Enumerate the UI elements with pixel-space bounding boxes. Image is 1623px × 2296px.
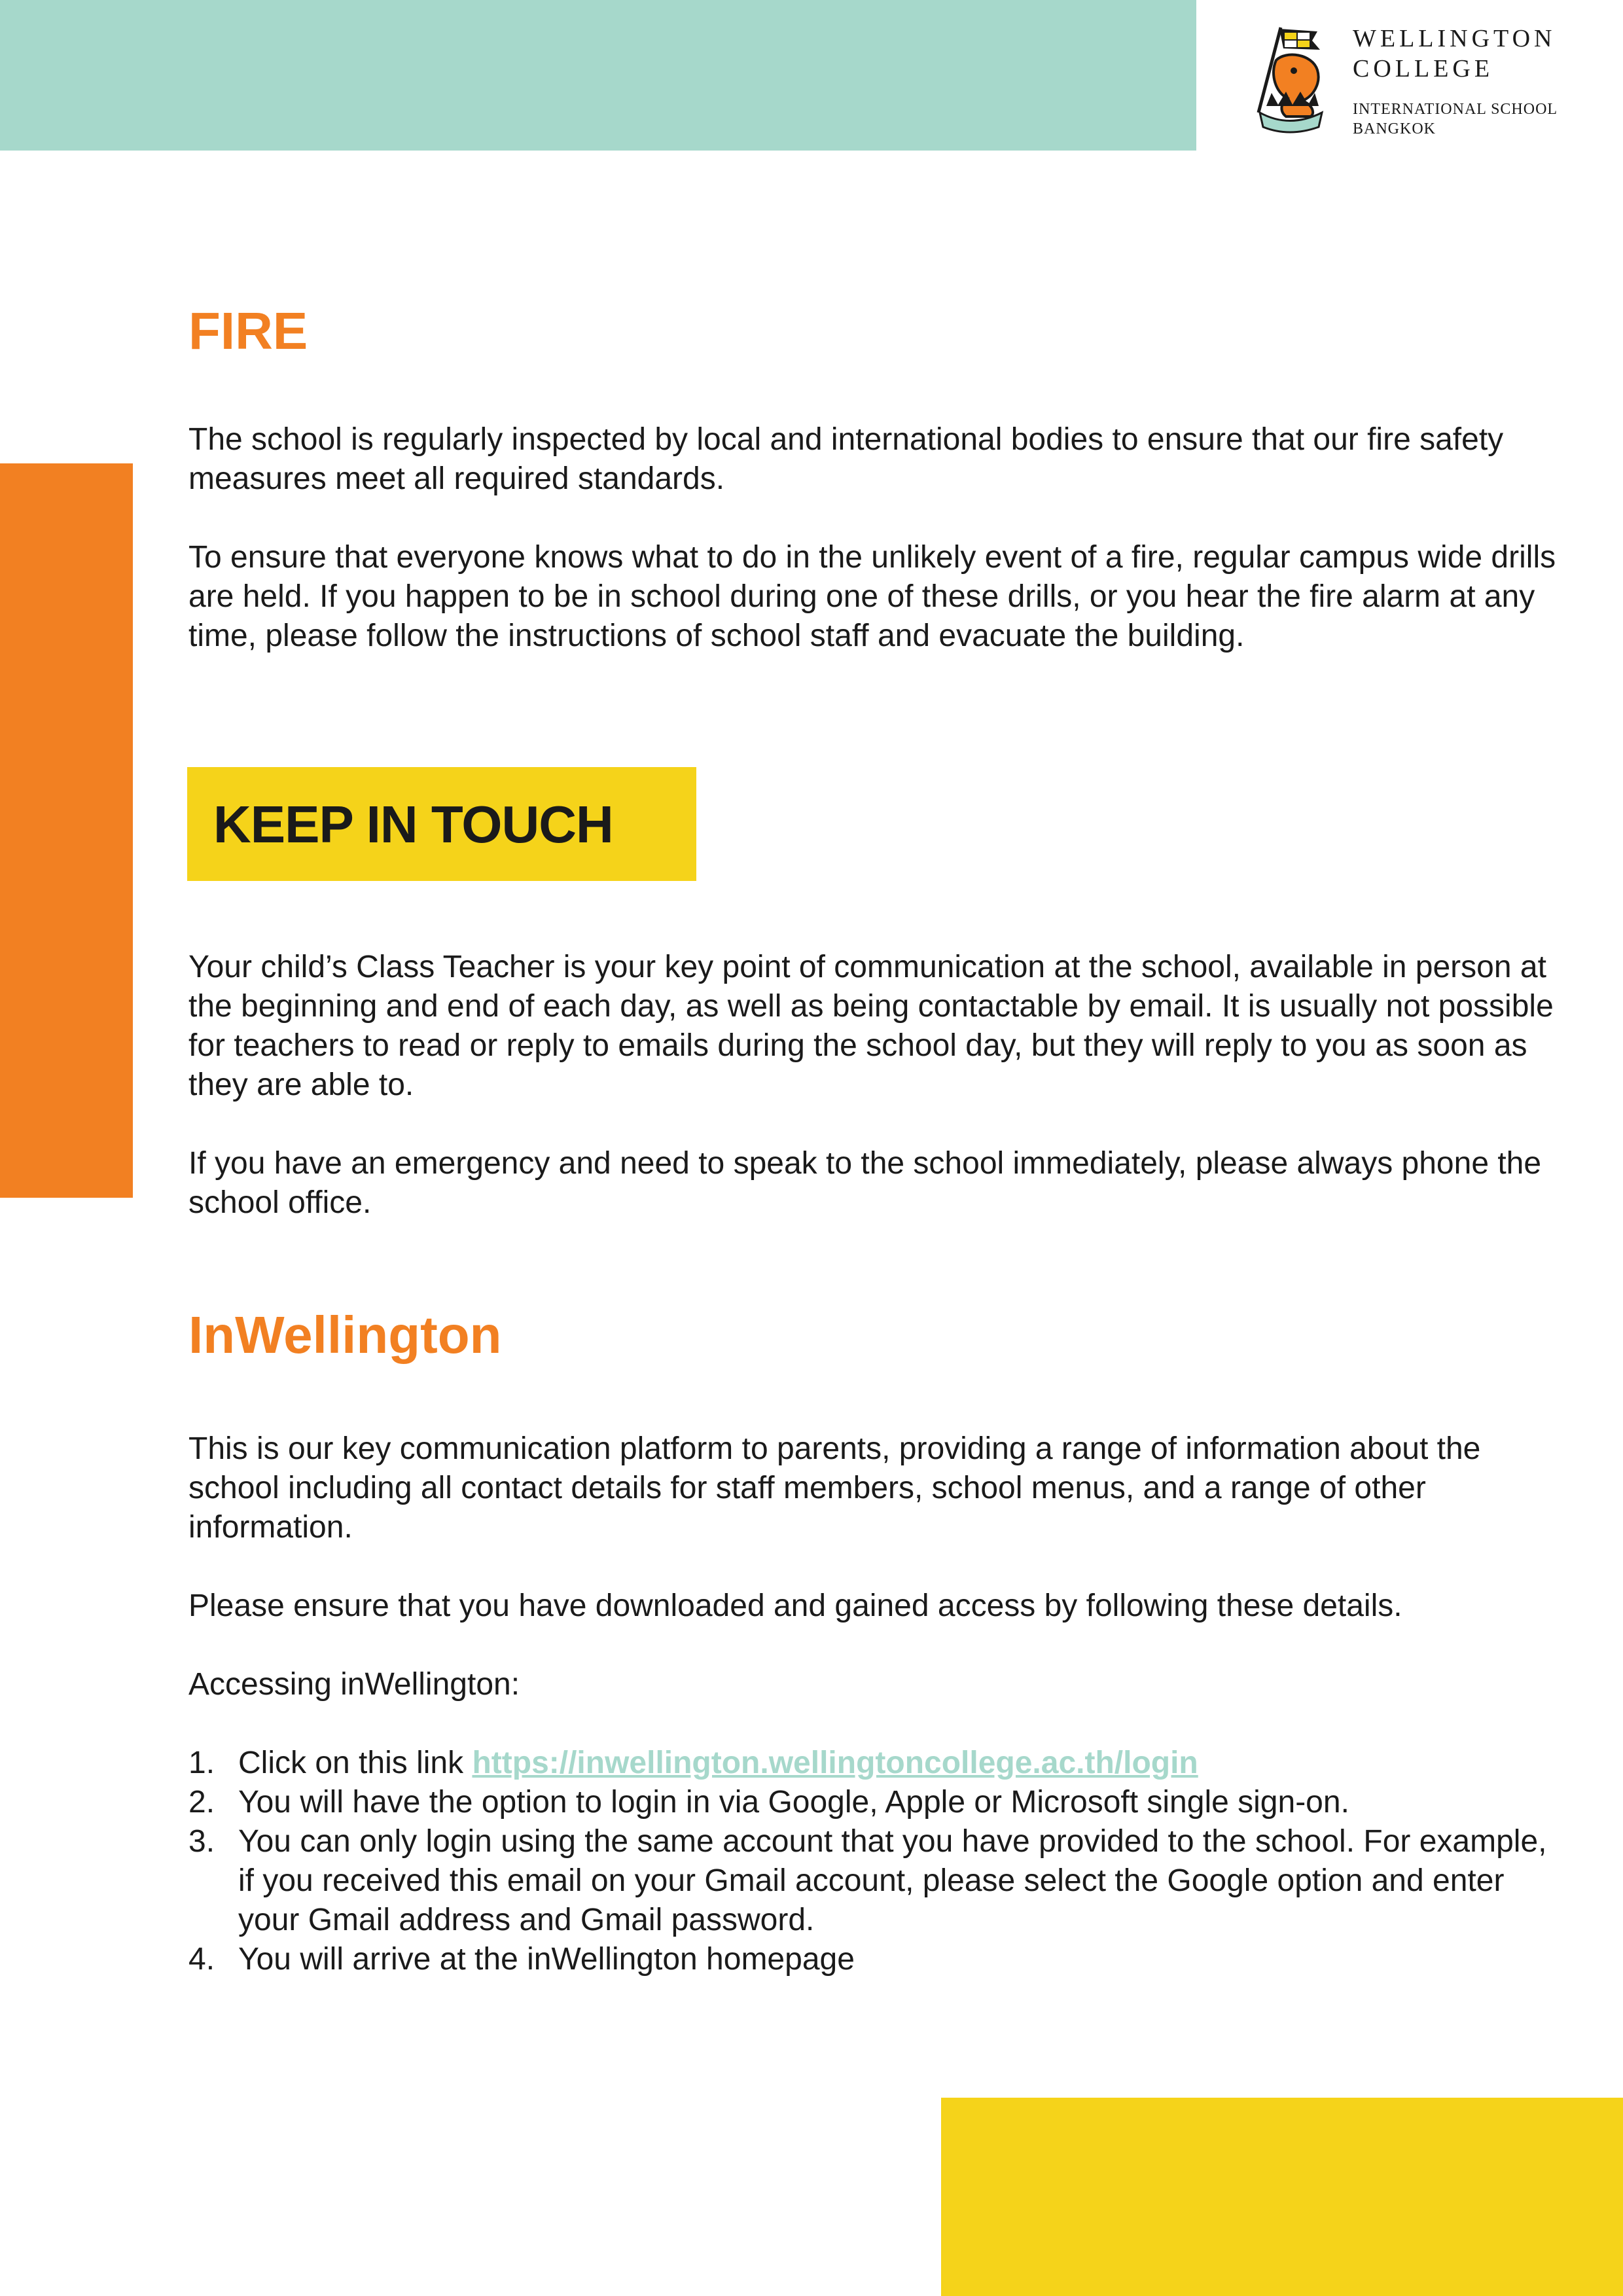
- step-number: 3.: [188, 1824, 215, 1859]
- logo-international-school: INTERNATIONAL SCHOOL: [1353, 101, 1558, 118]
- inwellington-login-link[interactable]: https://inwellington.wellingtoncollege.ac.th/login: [472, 1746, 1198, 1780]
- inwellington-paragraph-2-wrap: [188, 1587, 1563, 1626]
- inwellington-heading: InWellington: [188, 1306, 502, 1364]
- step-text: You can only login using the same account that you have provided to the school. For example, if you received this email on your Gmail account, please select the Google option and enter your Gmail address and Gmail password.: [238, 1824, 1547, 1937]
- logo-college: COLLEGE: [1353, 55, 1494, 82]
- inwellington-paragraph-2: Please ensure that you have downloaded and gained access by following these details.: [188, 1588, 1402, 1623]
- fire-paragraph-2: To ensure that everyone knows what to do in the unlikely event of a fire, regular campus wide drills are held. If you happen to be in school during one of these drills, or you hear the fire alarm at any time, please follow the instructions of school staff and evacuate the building.: [188, 540, 1556, 653]
- list-item: [188, 1822, 1563, 1940]
- fire-paragraph-2-wrap: [188, 538, 1563, 656]
- fire-heading: FIRE: [188, 302, 308, 360]
- keep-in-touch-paragraph-2: If you have an emergency and need to speak to the school immediately, please always phone the school office.: [188, 1146, 1542, 1220]
- logo-wellington: WELLINGTON: [1353, 25, 1556, 52]
- school-logo: [1240, 14, 1607, 139]
- step-text: You will arrive at the inWellington homepage: [238, 1942, 855, 1977]
- step-number: 2.: [188, 1785, 215, 1820]
- side-orange-bar: [0, 463, 133, 1198]
- keep-paragraph-2-wrap: [188, 1144, 1563, 1223]
- fire-paragraph-1: The school is regularly inspected by local and international bodies to ensure that our fire safety measures meet all required standards.: [188, 422, 1504, 496]
- footer-yellow-block: [941, 2098, 1623, 2296]
- header-teal-bar: [0, 0, 1196, 151]
- list-item: [188, 1940, 1563, 1979]
- step-text: You will have the option to login in via Google, Apple or Microsoft single sign-on.: [238, 1785, 1349, 1820]
- logo-bangkok: BANGKOK: [1353, 120, 1436, 137]
- inwellington-paragraph-3-wrap: [188, 1665, 1563, 1704]
- accessing-label: Accessing inWellington:: [188, 1667, 520, 1702]
- step-number: 4.: [188, 1942, 215, 1977]
- keep-in-touch-paragraph-1: Your child’s Class Teacher is your key point of communication at the school, available in person at the beginning and end of each day, as well as being contactable by email. It is usually not possible for teachers to read or reply to emails during the school day, but they will reply to you as soon as they are able to.: [188, 950, 1554, 1102]
- inwellington-paragraph-1: This is our key communication platform to parents, providing a range of information about the school including all contact details for staff members, school menus, and a range of other information.: [188, 1431, 1481, 1545]
- inwellington-paragraph-1-wrap: [188, 1429, 1563, 1547]
- keep-in-touch-banner: [187, 767, 696, 881]
- step-number: 1.: [188, 1746, 215, 1780]
- list-item: [188, 1783, 1563, 1822]
- fire-section: [188, 300, 1563, 363]
- step-text: Click on this link: [238, 1746, 473, 1780]
- lion-crest-icon: [1240, 14, 1338, 139]
- keep-paragraph-1-wrap: [188, 948, 1563, 1105]
- list-item: [188, 1744, 1563, 1783]
- fire-paragraph-1-wrap: [188, 420, 1563, 499]
- keep-in-touch-heading: KEEP IN TOUCH: [213, 795, 613, 853]
- inwellington-heading-wrap: [188, 1304, 1563, 1367]
- access-steps: [188, 1744, 1563, 1979]
